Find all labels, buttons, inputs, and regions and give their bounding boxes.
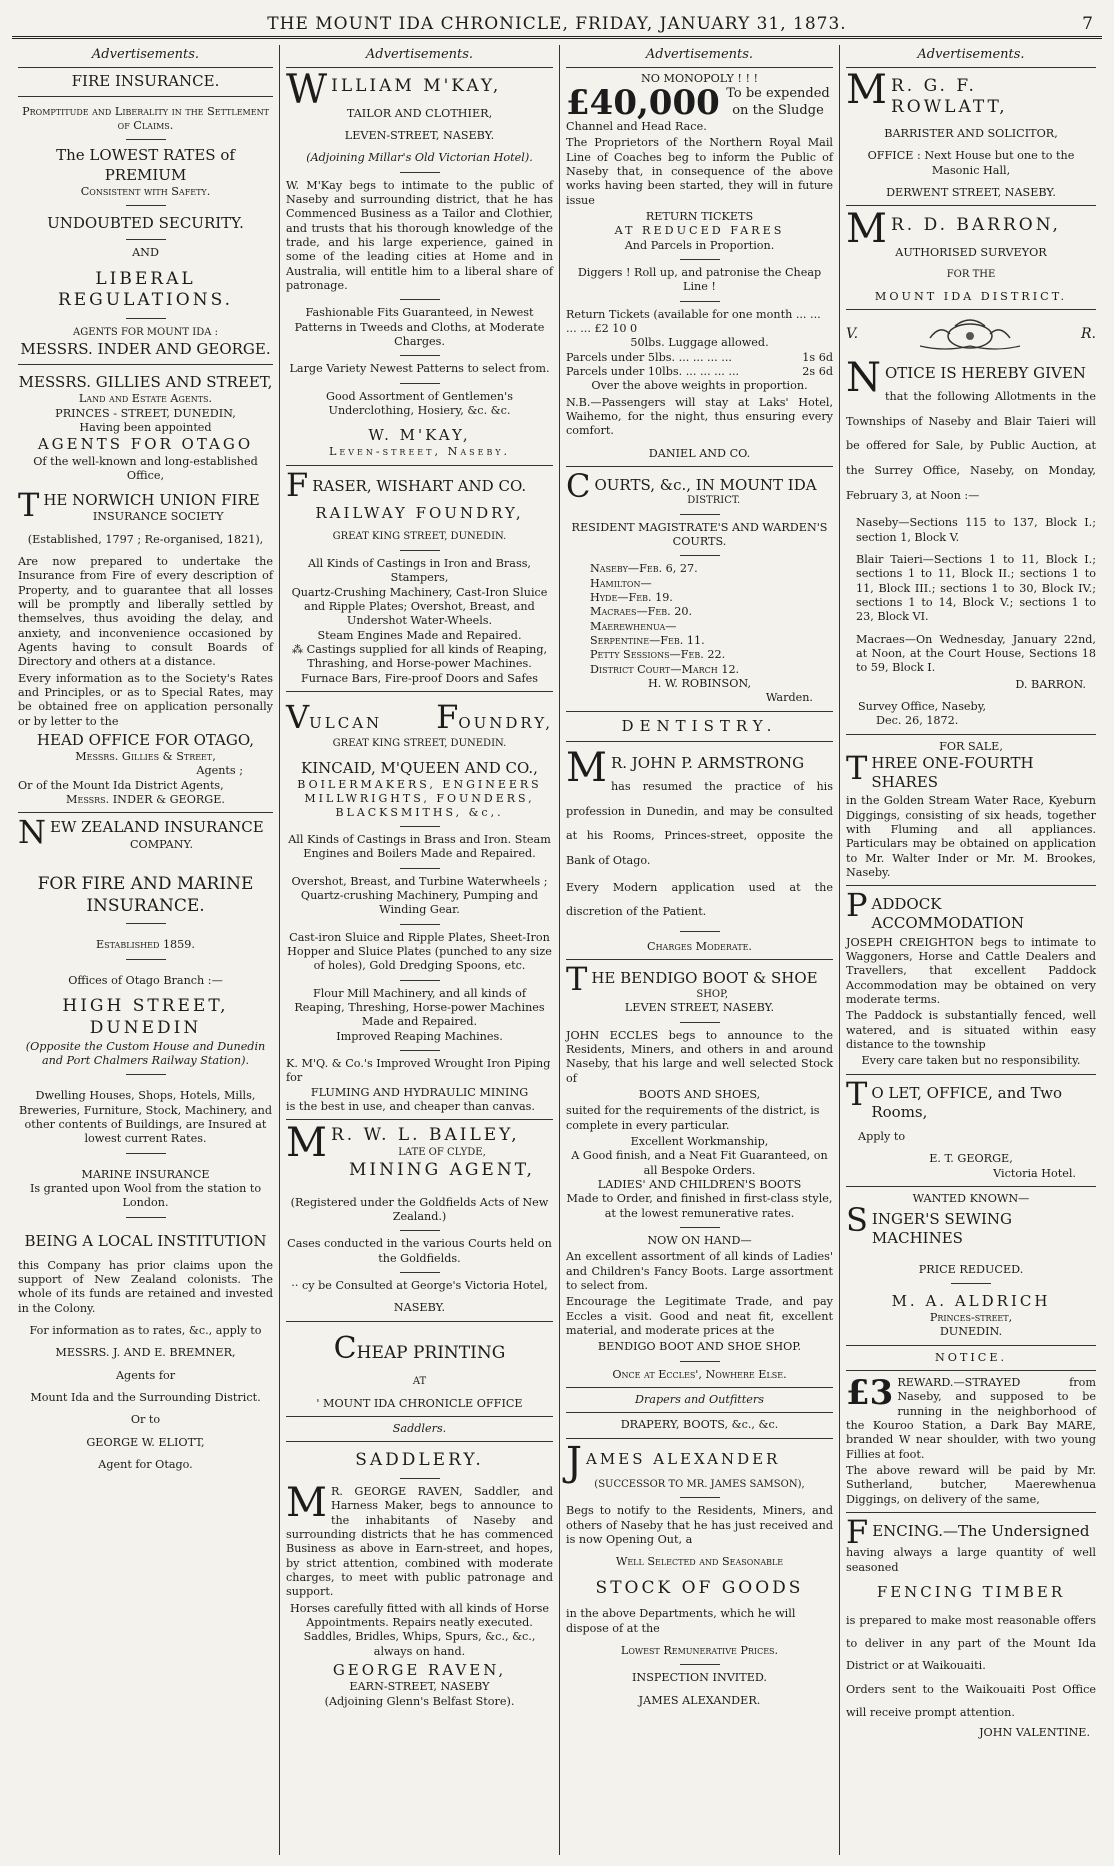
column-heading: Advertisements. bbox=[846, 45, 1096, 68]
now-on-hand: NOW ON HAND— bbox=[647, 1233, 752, 1247]
mount-ida-district: MOUNT IDA DISTRICT. bbox=[874, 289, 1068, 303]
prior-claims: this Company has prior claims upon the support of New Zealand colonists. The whole of its funds are retained and invested in the Colony. bbox=[18, 1258, 273, 1315]
bailey-heading: M R. W. L. BAILEY, LATE OF CLYDE, MINING AGENT, bbox=[286, 1120, 535, 1180]
well-selected: Well Selected and Seasonable bbox=[615, 1555, 784, 1569]
over-weights: Over the above weights in proportion. bbox=[591, 379, 808, 393]
column-1 bbox=[12, 45, 280, 1855]
leven-street-naseby: LEVEN STREET, NASEBY. bbox=[624, 1001, 775, 1015]
price-reduced: PRICE REDUCED. bbox=[918, 1262, 1024, 1276]
barron-heading: M R. D. BARRON, bbox=[846, 206, 1061, 253]
rowlatt-heading: M R. G. F. ROWLATT, bbox=[846, 66, 1008, 118]
marine-insurance: MARINE INSURANCE bbox=[81, 1167, 210, 1181]
best-in-use: is the best in use, and cheaper than canvas. bbox=[286, 1099, 535, 1113]
good-assortment: Good Assortment of Gentlemen's Underclothing, Hosiery, &c. &c. bbox=[326, 389, 513, 417]
bendigo-shop: BENDIGO BOOT AND SHOE SHOP. bbox=[597, 1340, 802, 1354]
parcels-proportion: And Parcels in Proportion. bbox=[624, 238, 775, 252]
saddlers-heading: Saddlers. bbox=[392, 1422, 447, 1436]
bendigo-heading: T HE BENDIGO BOOT & SHOE SHOP, bbox=[566, 960, 818, 1000]
notice-2: NOTICE. bbox=[934, 1350, 1008, 1364]
victoria-hotel: Victoria Hotel. bbox=[993, 1166, 1076, 1180]
proprietors: The Proprietors of the Northern Royal Mail Line of Coaches beg to inform the Public of Naseby that, in consequence of the above works having been started, they will in future issue bbox=[566, 136, 833, 207]
or-to: Or to bbox=[130, 1413, 161, 1427]
railway-foundry: RAILWAY FOUNDRY, bbox=[315, 503, 524, 522]
daniel-co: DANIEL AND CO. bbox=[648, 446, 751, 460]
reasonable-offers: is prepared to make most reasonable offers to deliver in any part of the Mount Ida District or at Waikouaiti. bbox=[846, 1614, 1096, 1672]
for-the: FOR THE bbox=[946, 268, 996, 280]
great-king-street: GREAT KING STREET, DUNEDIN. bbox=[332, 531, 507, 543]
naseby-sections: Naseby—Sections 115 to 137, Block I.; section 1, Block V. bbox=[856, 516, 1096, 544]
excellent-workmanship: Excellent Workmanship, bbox=[630, 1134, 769, 1148]
robinson: H. W. ROBINSON, bbox=[647, 677, 751, 691]
dunedin-4: DUNEDIN. bbox=[939, 1325, 1003, 1339]
wool-to-london: Is granted upon Wool from the station to London. bbox=[29, 1181, 262, 1210]
shares-heading: T HREE ONE-FOURTH SHARES bbox=[846, 748, 1034, 792]
agents-word: Agents ; bbox=[196, 764, 243, 778]
court-sittings: Naseby—Feb. 6, 27. Hamilton— Hyde—Feb. 19. Macraes—Feb. 20. Maerewhenua— Serpentine—Feb. 11. Petty Sessions—Feb. 22. District Court—March 12. bbox=[590, 562, 740, 676]
naseby-word: NASEBY. bbox=[393, 1301, 446, 1315]
drapers-heading: Drapers and Outfitters bbox=[634, 1392, 765, 1406]
well-seasoned: having always a large quantity of well seasoned bbox=[846, 1546, 1096, 1574]
consistent-text: Consistent with Safety. bbox=[80, 184, 211, 198]
resident-magistrate: RESIDENT MAGISTRATE'S AND WARDEN'S COURTS. bbox=[571, 520, 828, 549]
lowest-rates: The LOWEST RATES of PREMIUM bbox=[56, 146, 235, 184]
fencing-heading: F ENCING.—The Undersigned bbox=[846, 1513, 1090, 1552]
norwich-body: Are now prepared to undertake the Insurance from Fire of every description of Property, and to guarantee that all losses will be promptly and liberally settled by themselves, thus avoiding the delay, and anxiety, and inconvenience occasioned by Agents having to consult Boards of Directory and others at a distance. bbox=[18, 555, 273, 669]
promptitude-text: Promptitude and Liberality in the Settlement of Claims. bbox=[22, 104, 269, 133]
fluming-hydraulic: FLUMING AND HYDRAULIC MINING bbox=[310, 1085, 529, 1099]
leven-street-2: Leven-street, Naseby. bbox=[328, 445, 511, 459]
horses-fitted: Horses carefully fitted with all kinds of Horse Appointments. Repairs neatly executed. Saddles, Bridles, Whips, Spurs, &c., &c., always on hand. bbox=[289, 1601, 550, 1658]
warden: Warden. bbox=[765, 691, 813, 705]
charges-moderate: Charges Moderate. bbox=[647, 939, 752, 953]
ladies-childrens: LADIES' AND CHILDREN'S BOOTS bbox=[597, 1177, 802, 1191]
masthead-title: THE MOUNT IDA CHRONICLE, FRIDAY, JANUARY 31, 1873. bbox=[267, 14, 847, 34]
princes-street: PRINCES - STREET, DUNEDIN, bbox=[55, 406, 236, 420]
inspection-invited: INSPECTION INVITED. bbox=[632, 1671, 767, 1685]
in-above-departments: in the above Departments, which he will dispose of at the bbox=[566, 1607, 796, 1635]
john-valentine: JOHN VALENTINE. bbox=[979, 1726, 1090, 1740]
princes-street-4: Princes-street, bbox=[929, 1311, 1013, 1325]
fashionable-fits: Fashionable Fits Guaranteed, in Newest Patterns in Tweeds and Cloths, at Moderate Charges. bbox=[294, 306, 545, 348]
no-monopoly: NO MONOPOLY ! ! ! bbox=[640, 71, 759, 85]
vulcan-heading: VULCAN FOUNDRY, bbox=[286, 697, 553, 736]
undoubted-security: UNDOUBTED SECURITY. bbox=[47, 214, 244, 233]
d-barron: D. BARRON. bbox=[1015, 677, 1086, 691]
reward-notice: £3 REWARD.—STRAYED from Naseby, and supposed to be running in the neighborhood of the Kouroo Station, a Dark Bay MARE, branded W near shoulder, with two young Fillies at foot. bbox=[846, 1373, 1096, 1461]
crest-r: R. bbox=[1081, 325, 1096, 342]
column-heading: Advertisements. bbox=[566, 45, 833, 68]
creighton-body: JOSEPH CREIGHTON begs to intimate to Waggoners, Horse and Cattle Dealers and Travellers, that excellent Paddock Accommodation may be obtained on very moderate terms. bbox=[846, 935, 1096, 1006]
courts-heading: C OURTS, &c., IN MOUNT IDA DISTRICT. bbox=[566, 466, 817, 507]
resumed-practice: has resumed the practice of his profession in Dunedin, and may be consulted at his Rooms, Princes-street, opposite the Bank of Otago. bbox=[566, 780, 833, 868]
office-next-house: OFFICE : Next House but one to the Masonic Hall, bbox=[867, 149, 1075, 177]
armstrong-heading: M R. JOHN P. ARMSTRONG bbox=[566, 744, 805, 791]
great-king-street-2: GREAT KING STREET, DUNEDIN. bbox=[332, 737, 507, 749]
royal-crest bbox=[846, 316, 1096, 354]
wanted-known: WANTED KNOWN— bbox=[912, 1191, 1030, 1205]
suited-district: suited for the requirements of the district, is complete in every particular. bbox=[566, 1104, 820, 1132]
parcels-5lbs: Parcels under 5lbs. ... ... ... ... 1s 6d bbox=[566, 350, 833, 364]
well-known-office: Of the well-known and long-established Office, bbox=[33, 454, 258, 482]
authorised-surveyor: AUTHORISED SURVEYOR bbox=[895, 246, 1047, 260]
earn-street: EARN-STREET, NASEBY bbox=[349, 1680, 490, 1694]
saddlery: SADDLERY. bbox=[355, 1450, 484, 1471]
george-eliott: GEORGE W. ELIOTT, bbox=[86, 1435, 205, 1449]
improved-reaping: Improved Reaping Machines. bbox=[336, 1029, 503, 1043]
nb-passengers: N.B.—Passengers will stay at Laks' Hotel, Waihemo, for the night, thus ensuring every comfort. bbox=[566, 395, 833, 438]
agents-for-word: Agents for bbox=[115, 1368, 176, 1382]
george-raven: GEORGE RAVEN, bbox=[332, 1661, 507, 1680]
paddock-fenced: The Paddock is substantially fenced, well watered, and is situated within easy distance to the township bbox=[846, 1009, 1096, 1051]
raven-body: M R. GEORGE RAVEN, Saddler, and Harness Maker, begs to announce to the inhabitants of Naseby and surrounding districts that he has commenced Business as above in Earn-street, and hopes, by strict attention, combined with moderate charges, to meet with public patronage and support. bbox=[286, 1480, 553, 1599]
registered-goldfields: (Registered under the Goldfields Acts of New Zealand.) bbox=[290, 1195, 549, 1223]
columns bbox=[12, 45, 1102, 1855]
successor: (SUCCESSOR TO MR. JAMES SAMSON), bbox=[594, 1478, 805, 1490]
for-information: For information as to rates, &c., apply to bbox=[29, 1324, 262, 1338]
agent-for-otago: Agent for Otago. bbox=[98, 1458, 193, 1472]
consulted-george: ·· cy be Consulted at George's Victoria Hotel, bbox=[291, 1278, 548, 1292]
mckay-heading: W ILLIAM M'KAY, bbox=[286, 66, 502, 113]
castings-iron-brass: All Kinds of Castings in Iron and Brass, Stampers, bbox=[307, 556, 531, 585]
established-1859: Established 1859. bbox=[96, 938, 195, 952]
good-finish: A Good finish, and a Neat Fit Guaranteed, on all Bespoke Orders. bbox=[571, 1149, 828, 1177]
singer-heading: S INGER'S SEWING MACHINES bbox=[846, 1201, 1013, 1248]
liberal-regulations: LIBERAL REGULATIONS. bbox=[57, 268, 234, 311]
lowest-prices: Lowest Remunerative Prices. bbox=[620, 1644, 779, 1658]
inder-george: MESSRS. INDER AND GEORGE. bbox=[20, 339, 271, 358]
flour-mill: Flour Mill Machinery, and all kinds of Reaping, Threshing, Horse-power Machines Made and Repaired. bbox=[294, 986, 545, 1029]
agents-for-otago: AGENTS FOR OTAGO bbox=[37, 435, 254, 454]
every-modern: Every Modern application used at the discretion of the Patient. bbox=[566, 880, 833, 919]
column-2 bbox=[280, 45, 560, 1855]
opposite-custom-house: (Opposite the Custom House and Dunedin and Port Chalmers Railway Station). bbox=[25, 1039, 266, 1067]
nz-insurance-heading: N EW ZEALAND INSURANCE COMPANY. bbox=[18, 813, 264, 852]
james-alexander: JAMES ALEXANDER. bbox=[638, 1693, 761, 1707]
survey-date: Dec. 26, 1872. bbox=[876, 714, 959, 728]
begs-notify: Begs to notify to the Residents, Miners, and others of Naseby that he has just received and is now Opening Out, a bbox=[566, 1504, 833, 1546]
dentistry: DENTISTRY. bbox=[621, 716, 778, 735]
every-care: Every care taken but no responsibility. bbox=[861, 1054, 1081, 1068]
for-sale: FOR SALE, bbox=[939, 739, 1003, 753]
chronicle-office: ' MOUNT IDA CHRONICLE OFFICE bbox=[316, 1396, 523, 1410]
mount-surrounding: Mount Ida and the Surrounding District. bbox=[30, 1391, 261, 1405]
cheap-printing-heading: CHEAP PRINTING bbox=[333, 1330, 506, 1366]
masthead bbox=[12, 12, 1102, 39]
boilermakers: BOILERMAKERS, ENGINEERS MILLWRIGHTS, FOUNDERS, BLACKSMITHS, &c,. bbox=[297, 777, 542, 819]
forty-thousand: £40,000 To be expended on the Sludge bbox=[566, 82, 830, 123]
and-text: AND bbox=[132, 246, 159, 260]
excellent-assortment: An excellent assortment of all kinds of Ladies' and Children's Fancy Boots. Large assortment to select from. bbox=[566, 1250, 833, 1292]
kmq-piping: K. M'Q. & Co.'s Improved Wrought Iron Piping for bbox=[286, 1056, 551, 1085]
land-agents: Land and Estate Agents. bbox=[78, 392, 213, 406]
adjoining-millar: (Adjoining Millar's Old Victorian Hotel). bbox=[306, 151, 533, 165]
w-mckay-sign: W. M'KAY, bbox=[368, 426, 471, 445]
reduced-fares: AT REDUCED FARES bbox=[614, 224, 785, 238]
parcels-10lbs: Parcels under 10lbs. ... ... ... ... 2s 6d bbox=[566, 364, 833, 378]
royal-crest-icon bbox=[900, 316, 1040, 354]
dwelling-houses: Dwelling Houses, Shops, Hotels, Mills, Breweries, Furniture, Stock, Machinery, and other contents of Buildings, are Insured at lowest current Rates. bbox=[18, 1089, 273, 1146]
overshot-turbine: Overshot, Breast, and Turbine Waterwheels ; Quartz-crushing Machinery, Pumping and Winding Gear. bbox=[291, 874, 548, 917]
quartz-crushing: Quartz-Crushing Machinery, Cast-Iron Sluice and Ripple Plates; Overshot, Breast, and Undershot Water-Wheels. bbox=[291, 585, 548, 628]
derwent-street: DERWENT STREET, NASEBY. bbox=[886, 186, 1056, 200]
eccles-body: JOHN ECCLES begs to announce to the Residents, Miners, and others in and around Naseby, that his large and well selected Stock of bbox=[566, 1028, 833, 1085]
to-let-heading: T O LET, OFFICE, and Two Rooms, bbox=[846, 1074, 1062, 1121]
return-tickets: RETURN TICKETS bbox=[645, 209, 754, 223]
having-appointed: Having been appointed bbox=[79, 421, 212, 435]
fencing-timber: FENCING TIMBER bbox=[876, 1582, 1066, 1601]
notice-heading: N OTICE IS HEREBY GIVEN bbox=[846, 354, 1086, 401]
steam-engines: Steam Engines Made and Repaired. bbox=[317, 628, 522, 642]
tailor-clothier: TAILOR AND CLOTHIER, bbox=[346, 106, 493, 120]
channel-head-race: Channel and Head Race. bbox=[566, 119, 707, 133]
made-to-order: Made to Order, and finished in first-class style, at the lowest remunerative rates. bbox=[566, 1192, 833, 1220]
adjoining-glenn: (Adjoining Glenn's Belfast Store). bbox=[324, 1694, 515, 1708]
column-heading: Advertisements. bbox=[18, 45, 273, 68]
column-3 bbox=[560, 45, 840, 1855]
castings-supplied: ⁂ Castings supplied for all kinds of Reaping, Thrashing, and Horse-power Machines. bbox=[291, 642, 548, 671]
leven-street: LEVEN-STREET, NASEBY. bbox=[344, 128, 495, 142]
survey-office: Survey Office, Naseby, bbox=[858, 699, 987, 713]
barrister: BARRISTER AND SOLICITOR, bbox=[884, 127, 1058, 141]
shares-body: in the Golden Stream Water Race, Kyeburn Diggings, consisting of six heads, together with Fluming and all appliances. Particulars may be obtained on application to Mr. Walter Inder or Mr. M. Brookes, Naseby. bbox=[846, 794, 1096, 879]
drapery-boots: DRAPERY, BOOTS, &c., &c. bbox=[620, 1418, 779, 1432]
page-number: 7 bbox=[1082, 14, 1094, 34]
all-kinds-castings: All Kinds of Castings in Brass and Iron. Steam Engines and Boilers Made and Repaired. bbox=[288, 833, 551, 861]
return-available: Return Tickets (available for one month ... ... ... ... £2 10 0 bbox=[566, 307, 821, 335]
following-allotments: that the following Allotments in the Townships of Naseby and Blair Taieri will be offered for Sale, by Public Auction, at the Surrey Office, Naseby, on Monday, February 3, at Noon :— bbox=[846, 390, 1096, 502]
offices-otago: Offices of Otago Branch :— bbox=[68, 973, 223, 987]
orders-sent: Orders sent to the Waikouaiti Post Office will receive prompt attention. bbox=[846, 1683, 1096, 1719]
high-street-dunedin: HIGH STREET, DUNEDIN bbox=[62, 996, 229, 1038]
local-institution: BEING A LOCAL INSTITUTION bbox=[24, 1231, 267, 1250]
luggage: 50lbs. Luggage allowed. bbox=[630, 336, 769, 350]
furnace-bars: Furnace Bars, Fire-proof Doors and Safes bbox=[300, 671, 538, 685]
kincaid: KINCAID, M'QUEEN AND CO., bbox=[301, 758, 538, 777]
cases-conducted: Cases conducted in the various Courts held on the Goldfields. bbox=[287, 1237, 552, 1265]
bremner: MESSRS. J. AND E. BREMNER, bbox=[55, 1346, 236, 1360]
at-word: AT bbox=[412, 1375, 427, 1387]
every-information: Every information as to the Society's Rates and Principles, or as to Special Rates, may be obtained free on application personally or by letter to the bbox=[18, 671, 273, 728]
established-1797: (Established, 1797 ; Re-organised, 1821), bbox=[27, 532, 264, 546]
alexander-heading: J AMES ALEXANDER bbox=[566, 1438, 781, 1485]
or-mount-ida-agents: Or of the Mount Ida District Agents, bbox=[18, 778, 224, 792]
paddock-heading: P ADDOCK ACCOMMODATION bbox=[846, 886, 1025, 933]
norwich-union-heading: T HE NORWICH UNION FIRE INSURANCE SOCIETY bbox=[18, 486, 260, 525]
mckay-body: W. M'Kay begs to intimate to the public of Naseby and surrounding district, that he has Commenced Business as a Tailor and Clothier, and trusts that his thorough knowledge of the trade, and his large experience, gained in some of the leading cities at Home and in Australia, will entitle him to a liberal share of patronage. bbox=[286, 178, 553, 292]
once-at-eccles: Once at Eccles', Nowhere Else. bbox=[612, 1367, 787, 1381]
fraser-heading: F RASER, WISHART AND CO. bbox=[286, 465, 527, 504]
agents-for-mount-ida: AGENTS FOR MOUNT IDA : bbox=[72, 327, 218, 339]
macraes-sections: Macraes—On Wednesday, January 22nd, at Noon, at the Court House, Sections 18 to 59, Block I. bbox=[856, 632, 1096, 675]
column-heading: Advertisements. bbox=[286, 45, 553, 68]
blair-taieri-sections: Blair Taieri—Sections 1 to 11, Block I.; sections 1 to 11, Block II.; sections 1 to 11, Block III.; sections 1 to 30, Block IV.; sections 1 to 14, Block V.; sections 1 to 23, Block VI. bbox=[856, 552, 1096, 624]
stock-of-goods: STOCK OF GOODS bbox=[595, 1577, 804, 1598]
boots-shoes: BOOTS AND SHOES, bbox=[638, 1087, 761, 1101]
cast-iron-sluice: Cast-iron Sluice and Ripple Plates, Sheet-Iron Hopper and Sluice Plates (punched to any size of holes), Gold Dredging Spoons, etc. bbox=[287, 930, 552, 973]
head-office-otago: HEAD OFFICE FOR OTAGO, bbox=[36, 730, 255, 749]
column-4 bbox=[840, 45, 1102, 1855]
crest-v: V. bbox=[846, 325, 859, 342]
fire-and-marine: FOR FIRE AND MARINE bbox=[37, 873, 254, 894]
fire-insurance-heading: FIRE INSURANCE. bbox=[71, 71, 220, 90]
diggers-roll-up: Diggers ! Roll up, and patronise the Cheap Line ! bbox=[577, 265, 822, 294]
large-variety: Large Variety Newest Patterns to select from. bbox=[289, 362, 550, 376]
insurance-word: INSURANCE. bbox=[86, 895, 205, 916]
encourage-trade: Encourage the Legitimate Trade, and pay Eccles a visit. Good and neat fit, excellent material, and moderate prices at the bbox=[566, 1295, 833, 1337]
gillies-street: MESSRS. GILLIES AND STREET, bbox=[18, 373, 273, 392]
apply-to: Apply to bbox=[858, 1129, 906, 1143]
messrs-gillies: Messrs. Gillies & Street, bbox=[75, 750, 216, 764]
reward-body: The above reward will be paid by Mr. Sutherland, butcher, Maerewhenua Diggings, on delivery of the same, bbox=[846, 1464, 1096, 1506]
e-t-george: E. T. GEORGE, bbox=[929, 1152, 1013, 1166]
aldrich: M. A. ALDRICH bbox=[891, 1291, 1051, 1310]
messrs-inder: Messrs. INDER & GEORGE. bbox=[66, 793, 225, 807]
